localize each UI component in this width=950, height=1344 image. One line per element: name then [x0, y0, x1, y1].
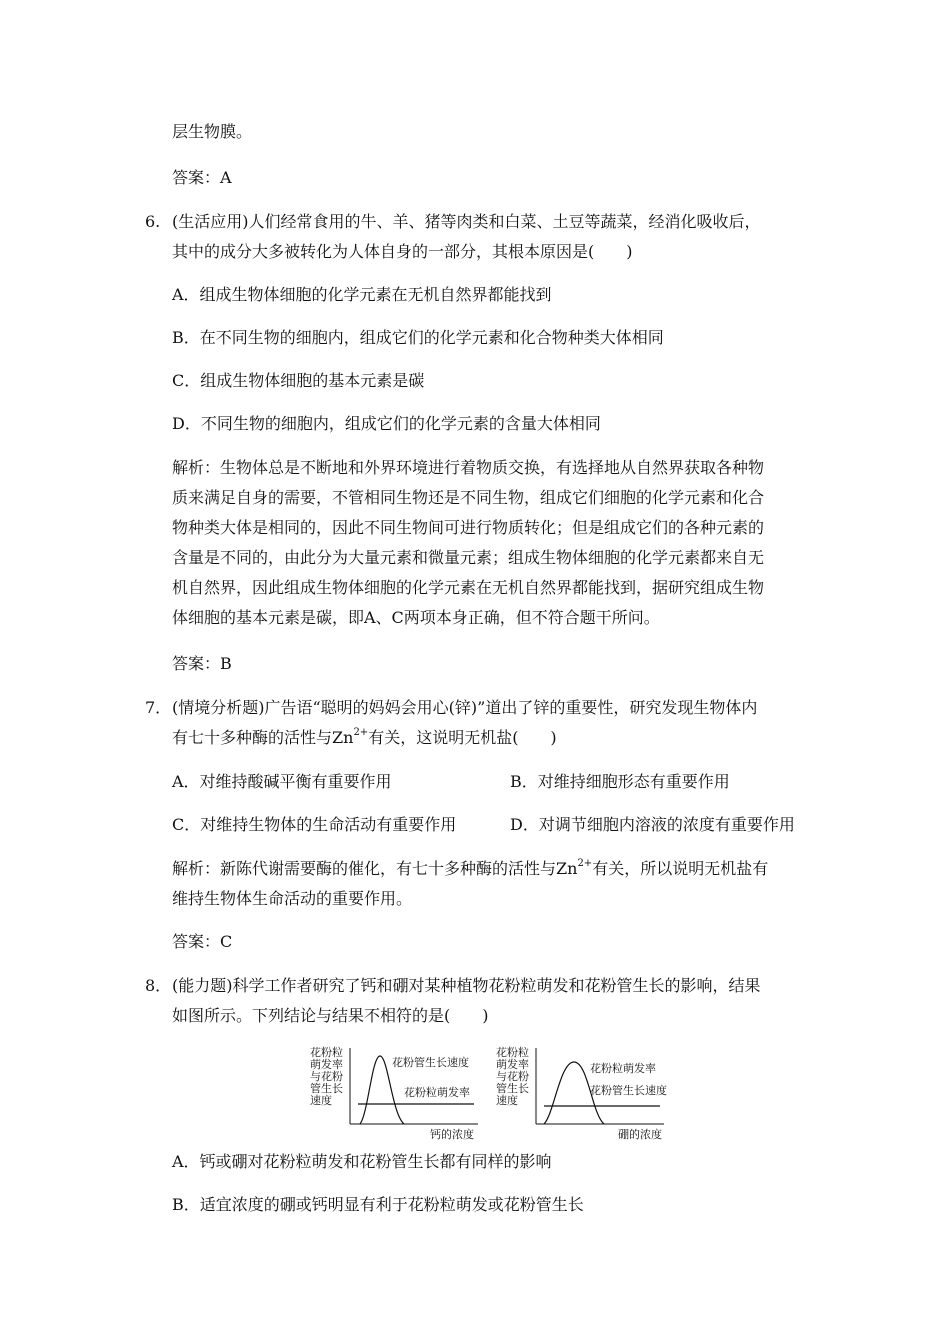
q6-analysis-line: 含量是不同的，由此分为大量元素和微量元素；组成生物体细胞的化学元素都来自无: [172, 548, 765, 567]
q6-analysis-line: 机自然界，因此组成生物体细胞的化学元素在无机自然界都能找到，据研究组成生物: [172, 578, 765, 597]
q6-option-b: B．在不同生物的细胞内，组成它们的化学元素和化合物种类大体相同: [172, 328, 664, 347]
q8-option-a: A．钙或硼对花粉粒萌发和花粉管生长都有同样的影响: [172, 1152, 552, 1171]
q7-option-a: A．对维持酸碱平衡有重要作用: [172, 772, 392, 791]
ylabel-line: 萌发率: [496, 1058, 529, 1071]
boron-figure: [494, 1044, 674, 1140]
answer-q7: 答案：C: [172, 932, 233, 951]
x-axis-label: 硼的浓度: [618, 1128, 662, 1140]
q6-option-d: D．不同生物的细胞内，组成它们的化学元素的含量大体相同: [172, 414, 601, 433]
q8-stem-line1: (能力题)科学工作者研究了钙和硼对某种植物花粉粒萌发和花粉管生长的影响，结果: [172, 976, 761, 995]
answer-q5: 答案：A: [172, 168, 232, 187]
q7-option-c: C．对维持生物体的生命活动有重要作用: [172, 815, 457, 834]
q6-analysis-line: 质来满足自身的需要，不管相同生物还是不同生物，组成它们细胞的化学元素和化合: [172, 488, 765, 507]
q7-stem-line2: 有七十多种酶的活性与$Zn^{2+}$有关，这说明无机盐( ): [172, 726, 557, 747]
q6-number: 6.: [145, 212, 161, 231]
ylabel-line: 花粉粒: [496, 1046, 529, 1059]
continuation-text: 层生物膜。: [172, 122, 253, 141]
ylabel-line: 花粉粒: [310, 1046, 343, 1059]
ylabel-line: 速度: [310, 1094, 332, 1107]
x-axis-label: 钙的浓度: [430, 1128, 474, 1140]
q8-option-b: B．适宜浓度的硼或钙明显有利于花粉粒萌发或花粉管生长: [172, 1195, 584, 1214]
line-label: 花粉粒萌发率: [404, 1086, 470, 1099]
q7-analysis-line1: 解析：新陈代谢需要酶的催化，有七十多种酶的活性与$Zn^{2+}$有关，所以说明无机盐有: [172, 857, 769, 878]
ylabel-line: 速度: [496, 1094, 518, 1107]
curve-label: 花粉管生长速度: [392, 1056, 469, 1069]
calcium-figure: [308, 1044, 488, 1140]
left-ylabel: [310, 1045, 343, 1107]
q7-number: 7．: [145, 698, 172, 717]
q6-option-c: C．组成生物体细胞的基本元素是碳: [172, 371, 425, 390]
q7-stem-line1: (情境分析题)广告语“聪明的妈妈会用心(锌)”道出了锌的重要性，研究发现生物体内: [172, 698, 758, 717]
q6-analysis-line: 解析：生物体总是不断地和外界环境进行着物质交换，有选择地从自然界获取各种物: [172, 458, 765, 477]
line-label: 花粉管生长速度: [590, 1084, 667, 1097]
answer-q6: 答案：B: [172, 654, 232, 673]
q6-analysis-line: 物种类大体是相同的，因此不同生物间可进行物质转化；但是组成它们的各种元素的: [172, 518, 765, 537]
q8-stem-line2: 如图所示。下列结论与结果不相符的是( ): [172, 1006, 489, 1025]
q7-option-b: B．对维持细胞形态有重要作用: [510, 772, 730, 791]
ylabel-line: 管生长: [496, 1082, 529, 1095]
ylabel-line: 与花粉: [310, 1070, 343, 1083]
right-ylabel: [496, 1045, 529, 1107]
q6-option-a: A．组成生物体细胞的化学元素在无机自然界都能找到: [172, 285, 552, 304]
ylabel-line: 萌发率: [310, 1058, 343, 1071]
q7-analysis-line2: 维持生物体生命活动的重要作用。: [172, 889, 413, 908]
q8-number: 8．: [145, 976, 172, 995]
q6-stem-line2: 其中的成分大多被转化为人体自身的一部分，其根本原因是( ): [172, 242, 633, 261]
ylabel-line: 管生长: [310, 1082, 343, 1095]
q6-analysis-line: 体细胞的基本元素是碳，即A、C两项本身正确，但不符合题干所问。: [172, 608, 660, 627]
ylabel-line: 与花粉: [496, 1070, 529, 1083]
q6-stem-line1: (生活应用)人们经常食用的牛、羊、猪等肉类和白菜、土豆等蔬菜，经消化吸收后，: [172, 212, 761, 231]
q7-option-d: D．对调节细胞内溶液的浓度有重要作用: [510, 815, 795, 834]
curve-label: 花粉粒萌发率: [590, 1062, 656, 1075]
